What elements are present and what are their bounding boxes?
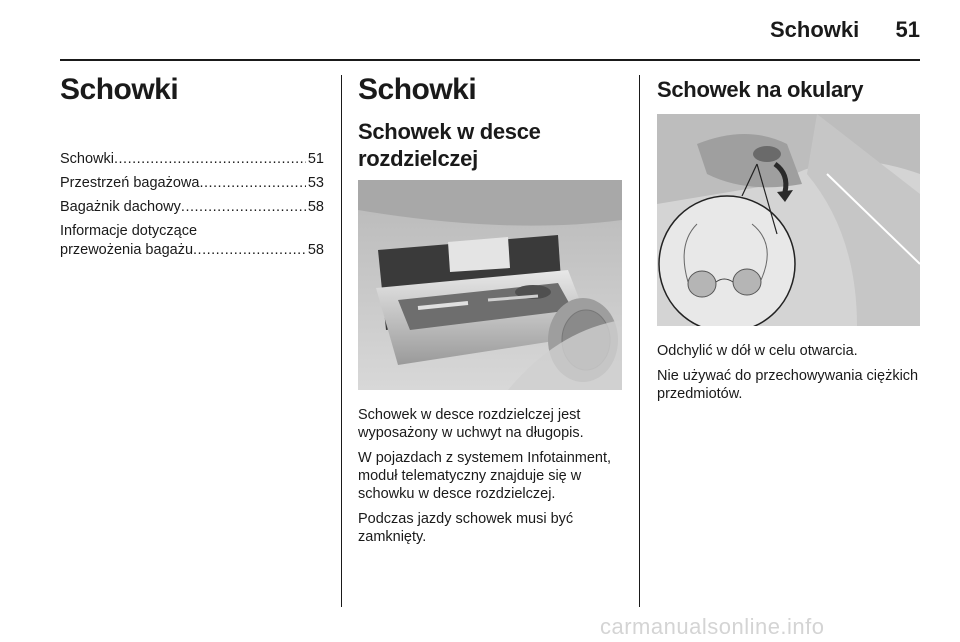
- page-number: 51: [895, 17, 920, 42]
- toc-entry[interactable]: [60, 222, 324, 260]
- column-divider-2: [639, 75, 640, 607]
- glasses-holder-illustration: [657, 114, 920, 326]
- column-divider-1: [341, 75, 342, 607]
- paragraph: W pojazdach z systemem Infotainment, moduł telematyczny znajduje się w schowku w desce rozdzielczej.: [358, 450, 612, 502]
- toc-entry[interactable]: [60, 150, 324, 169]
- chapter-title: Schowki: [60, 73, 179, 106]
- toc-label: Schowki: [60, 151, 114, 167]
- toc-label: przewożenia bagażu: [60, 242, 194, 258]
- paragraph: Schowek w desce rozdzielczej jest wyposażony w uchwyt na długopis.: [358, 407, 584, 441]
- toc-label-line1: Informacje dotyczące: [60, 223, 198, 239]
- toc-page: 51: [307, 151, 324, 167]
- header-rule: [60, 59, 920, 61]
- glovebox-illustration: [358, 180, 622, 390]
- toc-entry[interactable]: [60, 174, 324, 193]
- toc-page: 58: [307, 242, 324, 258]
- column-glasses: [657, 72, 920, 410]
- toc-page: 58: [307, 199, 324, 215]
- watermark: carmanualsonline.info: [600, 614, 825, 639]
- paragraph: Nie używać do przechowywania ciężkich przedmiotów.: [657, 368, 919, 402]
- table-of-contents: [60, 150, 324, 260]
- paragraph: Podczas jazdy schowek musi być zamknięty.: [358, 511, 574, 545]
- toc-leader: [193, 241, 306, 260]
- paragraph: Odchylić w dół w celu otwarcia.: [657, 343, 858, 359]
- toc-label: Przestrzeń bagażowa: [60, 175, 200, 191]
- toc-leader: [199, 174, 305, 193]
- toc-page: 53: [307, 175, 324, 191]
- toc-leader: [114, 150, 306, 169]
- toc-label: Bagażnik dachowy: [60, 199, 181, 215]
- section-subtitle: Schowek w desce rozdzielczej: [358, 119, 541, 171]
- toc-entry[interactable]: [60, 198, 324, 217]
- header-title: Schowki: [770, 17, 860, 42]
- page-header: [0, 0, 960, 60]
- section-title: Schowek na okulary: [657, 77, 864, 102]
- column-toc: [60, 72, 324, 265]
- column-glovebox: [358, 72, 622, 553]
- section-title: Schowki: [358, 73, 477, 106]
- toc-leader: [181, 198, 306, 217]
